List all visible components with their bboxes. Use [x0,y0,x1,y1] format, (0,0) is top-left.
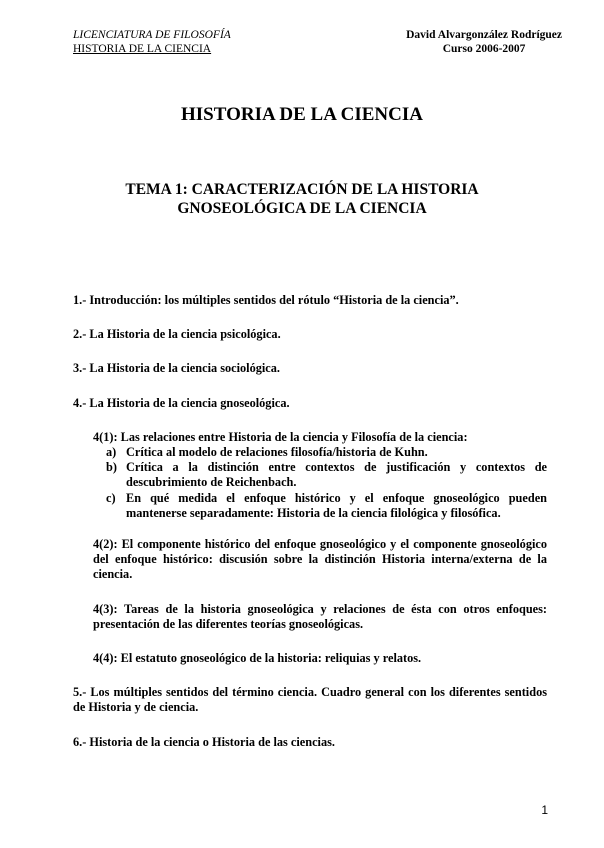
subsection-4-3: 4(3): Tareas de la historia gnoseológica y relaciones de ésta con otros enfoques: presentación de las diferentes teorías gnoseológicas. [93,601,547,631]
outline [73,293,547,769]
list-item-text: Crítica al modelo de relaciones filosofía/historia de Kuhn. [126,445,428,460]
subject-label: HISTORIA DE LA CIENCIA [73,43,212,55]
section-5: 5.- Los múltiples sentidos del término ciencia. Cuadro general con los diferentes sentidos de Historia y de ciencia. [73,685,547,715]
section-4: 4.- La Historia de la ciencia gnoseológica. [73,395,290,410]
list-item [106,460,547,490]
subsection-4-4: 4(4): El estatuto gnoseológico de la historia: reliquias y relatos. [93,651,422,666]
header-left [73,28,231,56]
tema-heading [0,180,604,218]
section-3: 3.- La Historia de la ciencia sociológica. [73,361,280,376]
list-item [106,445,547,460]
list-marker: a) [106,445,117,460]
list-marker: c) [106,490,116,505]
tema-line-1: TEMA 1: CARACTERIZACIÓN DE LA HISTORIA [125,181,479,198]
subsection-4-1 [93,430,547,521]
subsection-4-1-list [93,445,547,521]
list-item-text: En qué medida el enfoque histórico y el enfoque gnoseológico pueden mantenerse separadamente: Historia de la ciencia filológica y filosófica. [126,490,547,520]
tema-line-2: GNOSEOLÓGICA DE LA CIENCIA [177,200,427,217]
subsection-4-2: 4(2): El componente histórico del enfoque gnoseológico y el componente gnoseológico del enfoque histórico: discusión sobre la distinción Historia interna/externa de la ciencia. [93,537,547,582]
course-year: Curso 2006-2007 [442,43,526,55]
page-title: HISTORIA DE LA CIENCIA [181,104,423,125]
section-1: 1.- Introducción: los múltiples sentidos del rótulo “Historia de la ciencia”. [73,293,459,307]
header-right [406,28,562,56]
list-item-text: Crítica a la distinción entre contextos de justificación y contextos de descubrimiento de Reichenbach. [126,460,547,490]
course-label: LICENCIATURA DE FILOSOFÍA [73,29,231,41]
page-number: 1 [541,803,548,817]
section-2: 2.- La Historia de la ciencia psicológica. [73,327,281,342]
subsection-4-1-heading: 4(1): Las relaciones entre Historia de la ciencia y Filosofía de la ciencia: [93,429,468,444]
author-name: David Alvargonzález Rodríguez [406,29,562,41]
list-item [106,491,547,521]
section-6: 6.- Historia de la ciencia o Historia de las ciencias. [73,734,335,749]
list-marker: b) [106,460,117,475]
